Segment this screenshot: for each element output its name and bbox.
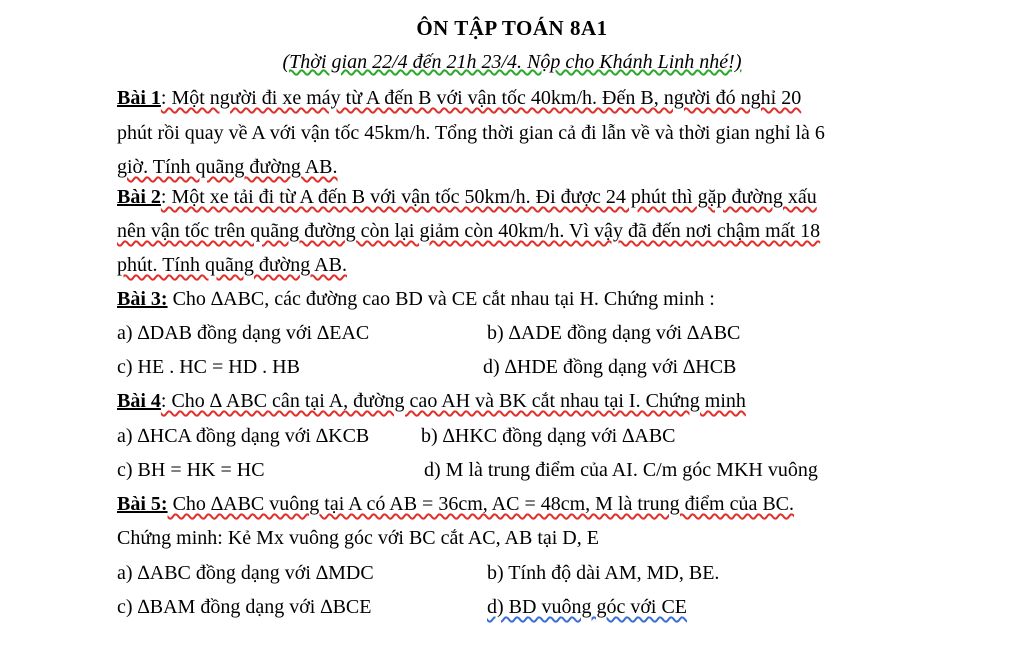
bai3-c: c) HE . HC = HD . HB: [117, 356, 300, 378]
bai4-intro: : Cho ∆ ABC cân tại A, đường cao AH và BK cắt nhau tại I. Chứng minh: [160, 390, 746, 412]
bai3-intro-line: [117, 287, 715, 311]
bai2-line2: nên vận tốc trên quãng đường còn lại giảm còn 40km/h. Vì vậy đã đến nơi chậm mất 18: [117, 220, 821, 242]
bai5-b: b) Tính độ dài AM, MD, BE.: [487, 562, 720, 584]
page-title: ÔN TẬP TOÁN 8A1: [416, 16, 608, 40]
bai2-line1: [117, 185, 817, 209]
bai4-a: a) ∆HCA đồng dạng với ∆KCB: [117, 425, 370, 447]
bai4-c: c) BH = HK = HC: [117, 459, 265, 481]
bai3-intro: Cho ∆ABC, các đường cao BD và CE cắt nhau tại H. Chứng minh :: [167, 288, 715, 310]
bai3-d: d) ∆HDE đồng dạng với ∆HCB: [483, 356, 737, 378]
bai1-line2: phút rồi quay về A với vận tốc 45km/h. Tổng thời gian cả đi lẫn về và thời gian nghỉ là 6: [117, 122, 825, 144]
bai5-d: d) BD vuông góc với CE: [487, 596, 688, 618]
bai2-text1: : Một xe tải đi từ A đến B với vận tốc 50km/h. Đi được 24 phút thì gặp đường xấu: [160, 186, 817, 208]
bai5-intro: Cho ∆ABC vuông tại A có AB = 36cm, AC = 48cm, M là trung điểm của BC.: [167, 493, 795, 515]
bai3-label: Bài 3:: [117, 288, 168, 310]
bai1-line1: [117, 86, 801, 110]
bai1-text1: : Một người đi xe máy từ A đến B với vận tốc 40km/h. Đến B, người đó nghỉ 20: [160, 87, 802, 109]
bai4-label: Bài 4: [117, 390, 161, 412]
bai5-line2: Chứng minh: Kẻ Mx vuông góc với BC cắt AC, AB tại D, E: [117, 527, 599, 549]
bai3-b: b) ∆ADE đồng dạng với ∆ABC: [487, 322, 741, 344]
page-subtitle: (Thời gian 22/4 đến 21h 23/4. Nộp cho Khánh Linh nhé!): [282, 51, 742, 73]
bai5-a: a) ∆ABC đồng dạng với ∆MDC: [117, 562, 374, 584]
bai1-line3: giờ. Tính quãng đường AB.: [117, 156, 338, 178]
bai1-label: Bài 1: [117, 87, 161, 109]
bai5-label: Bài 5:: [117, 493, 168, 515]
bai4-b: b) ∆HKC đồng dạng với ∆ABC: [421, 425, 676, 447]
bai2-label: Bài 2: [117, 186, 161, 208]
bai5-c: c) ∆BAM đồng dạng với ∆BCE: [117, 596, 372, 618]
bai4-d: d) M là trung điểm của AI. C/m góc MKH vuông: [424, 459, 818, 481]
bai5-intro-line: [117, 492, 794, 516]
bai2-line3: phút. Tính quãng đường AB.: [117, 254, 347, 276]
bai4-intro-line: [117, 389, 746, 413]
bai3-a: a) ∆DAB đồng dạng với ∆EAC: [117, 322, 370, 344]
